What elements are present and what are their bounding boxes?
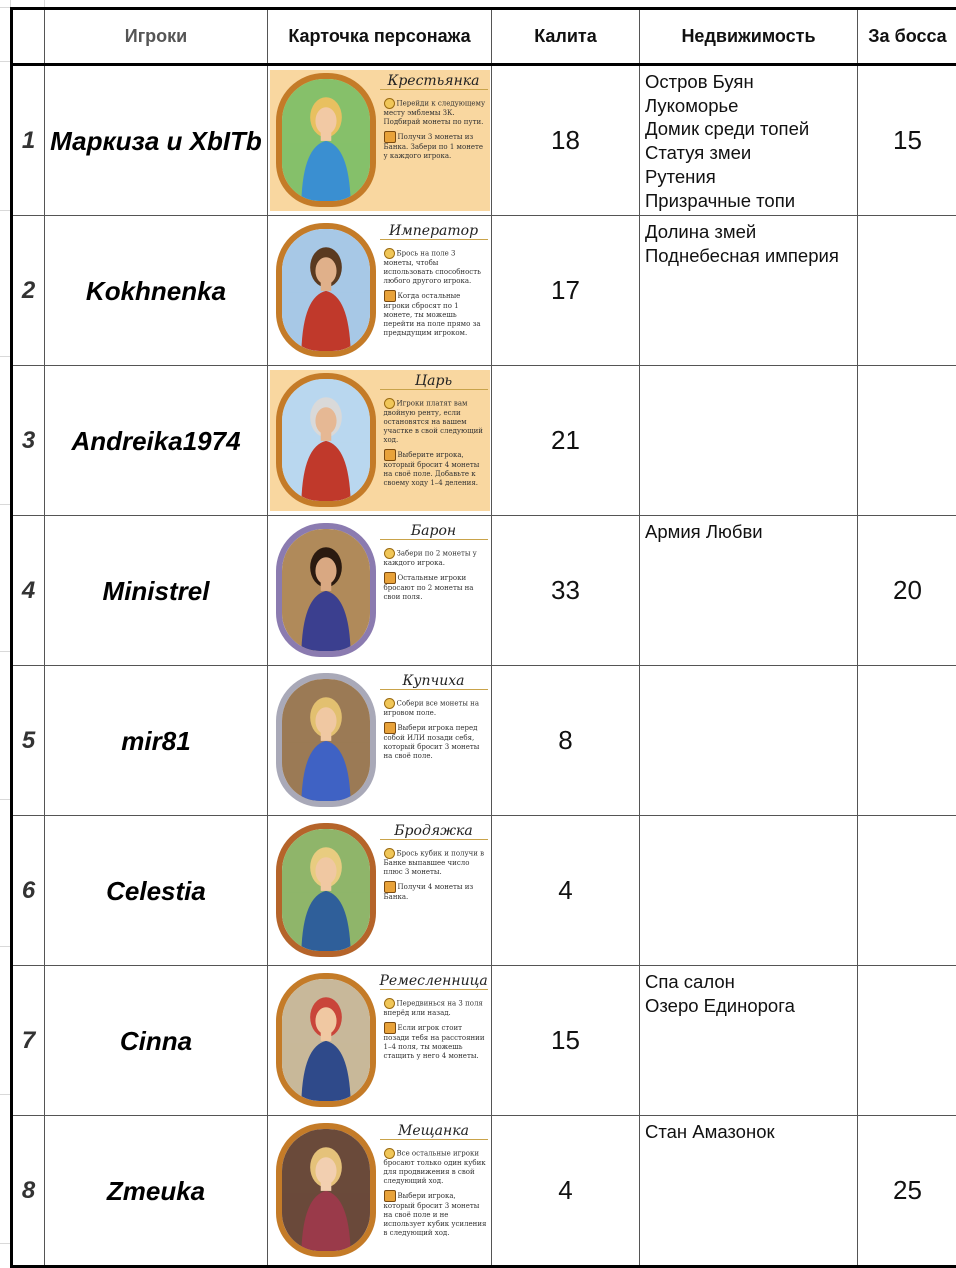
coin-icon — [384, 398, 395, 409]
boss-cell[interactable]: 25 — [858, 1116, 956, 1267]
money-cell[interactable]: 4 — [492, 816, 640, 966]
card-title: Купчиха — [380, 673, 488, 690]
row-number[interactable]: 1 — [12, 65, 45, 216]
row-number[interactable]: 8 — [12, 1116, 45, 1267]
table-row — [12, 666, 956, 816]
estate-cell[interactable] — [640, 966, 858, 1116]
dice-icon — [384, 131, 396, 143]
dice-icon — [384, 1190, 396, 1202]
card-ability-1: Передвинься на 3 поля вперёд или назад. — [384, 998, 488, 1018]
dice-icon — [384, 290, 396, 302]
player-name[interactable]: Andreika1974 — [45, 366, 268, 516]
card-ability-1: Игроки платят вам двойную ренту, если остановятся на вашем участке в свой следующий ход. — [384, 398, 488, 445]
dice-icon — [384, 722, 396, 734]
coin-icon — [384, 98, 395, 109]
coin-icon — [384, 248, 395, 259]
player-name[interactable]: Kokhnenka — [45, 216, 268, 366]
table-row — [12, 216, 956, 366]
boss-cell[interactable]: 15 — [858, 65, 956, 216]
player-name[interactable]: Zmeuka — [45, 1116, 268, 1267]
player-name[interactable]: Ministrel — [45, 516, 268, 666]
header-money[interactable]: Калита — [492, 9, 640, 65]
character-card-cell[interactable] — [268, 366, 492, 516]
boss-cell[interactable] — [858, 816, 956, 966]
player-name[interactable]: Маркиза и XbITb — [45, 65, 268, 216]
card-ability-1: Перейди к следующему месту эмблемы ЗК. Подбирай монеты по пути. — [384, 98, 488, 127]
card-text — [384, 248, 488, 338]
card-title: Император — [380, 223, 488, 240]
row-number[interactable]: 7 — [12, 966, 45, 1116]
header-card[interactable]: Карточка персонажа — [268, 9, 492, 65]
table-row — [12, 516, 956, 666]
character-portrait — [282, 829, 370, 951]
header-row — [12, 9, 956, 65]
character-card — [270, 670, 490, 811]
card-title: Ремесленница — [380, 973, 488, 990]
table-row — [12, 65, 956, 216]
card-ability-2: Получи 3 монеты из Банка. Забери по 1 монете у каждого игрока. — [384, 131, 488, 161]
character-card — [270, 370, 490, 511]
estate-item: Призрачные топи — [645, 189, 857, 213]
card-title: Крестьянка — [380, 73, 488, 90]
player-name[interactable]: Cinna — [45, 966, 268, 1116]
card-ability-1: Брось на поле 3 монеты, чтобы использовать способность любого другого игрока. — [384, 248, 488, 286]
character-portrait — [282, 379, 370, 501]
character-portrait — [282, 979, 370, 1101]
card-text — [384, 98, 488, 161]
estate-item: Стан Амазонок — [645, 1120, 857, 1144]
card-portrait-frame — [276, 823, 376, 957]
estate-item: Спа салон — [645, 970, 857, 994]
table-row — [12, 366, 956, 516]
money-cell[interactable]: 18 — [492, 65, 640, 216]
header-boss[interactable]: За босса — [858, 9, 956, 65]
estate-cell[interactable] — [640, 816, 858, 966]
estate-cell[interactable] — [640, 516, 858, 666]
card-text — [384, 548, 488, 602]
row-number[interactable]: 3 — [12, 366, 45, 516]
boss-cell[interactable] — [858, 966, 956, 1116]
character-card — [270, 1120, 490, 1261]
estate-cell[interactable] — [640, 65, 858, 216]
coin-icon — [384, 698, 395, 709]
card-title: Барон — [380, 523, 488, 540]
dice-icon — [384, 1022, 396, 1034]
card-title: Бродяжка — [380, 823, 488, 840]
card-portrait-frame — [276, 1123, 376, 1257]
table-row — [12, 1116, 956, 1267]
money-cell[interactable]: 21 — [492, 366, 640, 516]
character-portrait — [282, 79, 370, 201]
estate-item: Рутения — [645, 165, 857, 189]
card-ability-2: Когда остальные игроки сбросят по 1 монете, ты можешь перейти на поле прямо за предыдущим игроком. — [384, 290, 488, 338]
estate-cell[interactable] — [640, 366, 858, 516]
boss-cell[interactable] — [858, 216, 956, 366]
card-portrait-frame — [276, 373, 376, 507]
card-ability-1: Собери все монеты на игровом поле. — [384, 698, 488, 718]
card-ability-2: Получи 4 монеты из Банка. — [384, 881, 488, 902]
estate-item: Долина змей — [645, 220, 857, 244]
money-cell[interactable]: 15 — [492, 966, 640, 1116]
character-card-cell[interactable] — [268, 666, 492, 816]
row-number[interactable]: 6 — [12, 816, 45, 966]
card-title: Мещанка — [380, 1123, 488, 1140]
card-text — [384, 848, 488, 902]
boss-cell[interactable]: 20 — [858, 516, 956, 666]
boss-cell[interactable] — [858, 366, 956, 516]
dice-icon — [384, 572, 396, 584]
card-ability-2: Остальные игроки бросают по 2 монеты на свои поля. — [384, 572, 488, 602]
character-card — [270, 520, 490, 661]
row-number[interactable]: 2 — [12, 216, 45, 366]
estate-cell[interactable] — [640, 666, 858, 816]
card-text — [384, 698, 488, 761]
card-title: Царь — [380, 373, 488, 390]
character-card-cell[interactable] — [268, 65, 492, 216]
card-ability-1: Брось кубик и получи в Банке выпавшее число плюс 3 монеты. — [384, 848, 488, 877]
row-number[interactable]: 5 — [12, 666, 45, 816]
card-portrait-frame — [276, 73, 376, 207]
money-cell[interactable]: 8 — [492, 666, 640, 816]
estate-item: Поднебесная империя — [645, 244, 857, 268]
estate-item: Остров Буян — [645, 70, 857, 94]
character-card-cell[interactable] — [268, 966, 492, 1116]
card-ability-1: Все остальные игроки бросают только один кубик для продвижения в свой следующий ход. — [384, 1148, 488, 1186]
character-card-cell[interactable] — [268, 816, 492, 966]
character-card — [270, 220, 490, 361]
coin-icon — [384, 848, 395, 859]
character-portrait — [282, 229, 370, 351]
coin-icon — [384, 998, 395, 1009]
character-portrait — [282, 679, 370, 801]
players-table — [10, 7, 956, 1268]
header-players[interactable]: Игроки — [45, 9, 268, 65]
character-card-cell[interactable] — [268, 1116, 492, 1267]
dice-icon — [384, 449, 396, 461]
estate-item: Статуя змеи — [645, 141, 857, 165]
character-card-cell[interactable] — [268, 516, 492, 666]
table-row — [12, 816, 956, 966]
estate-cell[interactable] — [640, 1116, 858, 1267]
character-card — [270, 820, 490, 961]
card-ability-2: Если игрок стоит позади тебя на расстоянии 1–4 поля, ты можешь стащить у него 4 монеты. — [384, 1022, 488, 1061]
estate-item: Лукоморье — [645, 94, 857, 118]
card-text — [384, 998, 488, 1061]
card-ability-1: Забери по 2 монеты у каждого игрока. — [384, 548, 488, 568]
character-portrait — [282, 1129, 370, 1251]
card-portrait-frame — [276, 523, 376, 657]
character-card — [270, 70, 490, 211]
dice-icon — [384, 881, 396, 893]
estate-item: Армия Любви — [645, 520, 857, 544]
header-estate[interactable]: Недвижимость — [640, 9, 858, 65]
estate-item: Домик среди топей — [645, 117, 857, 141]
card-ability-2: Выбери игрока, который бросит 3 монеты на своё поле и не использует кубик усиления в следующий ход. — [384, 1190, 488, 1238]
money-cell[interactable]: 4 — [492, 1116, 640, 1267]
player-name[interactable]: Celestia — [45, 816, 268, 966]
card-ability-2: Выберите игрока, который бросит 4 монеты на своё поле. Добавьте к своему ходу 1–4 деления. — [384, 449, 488, 488]
player-name[interactable]: mir81 — [45, 666, 268, 816]
money-cell[interactable]: 17 — [492, 216, 640, 366]
card-portrait-frame — [276, 223, 376, 357]
coin-icon — [384, 548, 395, 559]
boss-cell[interactable] — [858, 666, 956, 816]
money-cell[interactable]: 33 — [492, 516, 640, 666]
card-ability-2: Выбери игрока перед собой ИЛИ позади себя, который бросит 3 монеты на своё поле. — [384, 722, 488, 761]
row-number[interactable]: 4 — [12, 516, 45, 666]
character-portrait — [282, 529, 370, 651]
card-portrait-frame — [276, 673, 376, 807]
coin-icon — [384, 1148, 395, 1159]
estate-item: Озеро Единорога — [645, 994, 857, 1018]
card-text — [384, 398, 488, 488]
character-card-cell[interactable] — [268, 216, 492, 366]
card-portrait-frame — [276, 973, 376, 1107]
card-text — [384, 1148, 488, 1238]
estate-cell[interactable] — [640, 216, 858, 366]
table-row — [12, 966, 956, 1116]
header-index[interactable] — [12, 9, 45, 65]
character-card — [270, 970, 490, 1111]
